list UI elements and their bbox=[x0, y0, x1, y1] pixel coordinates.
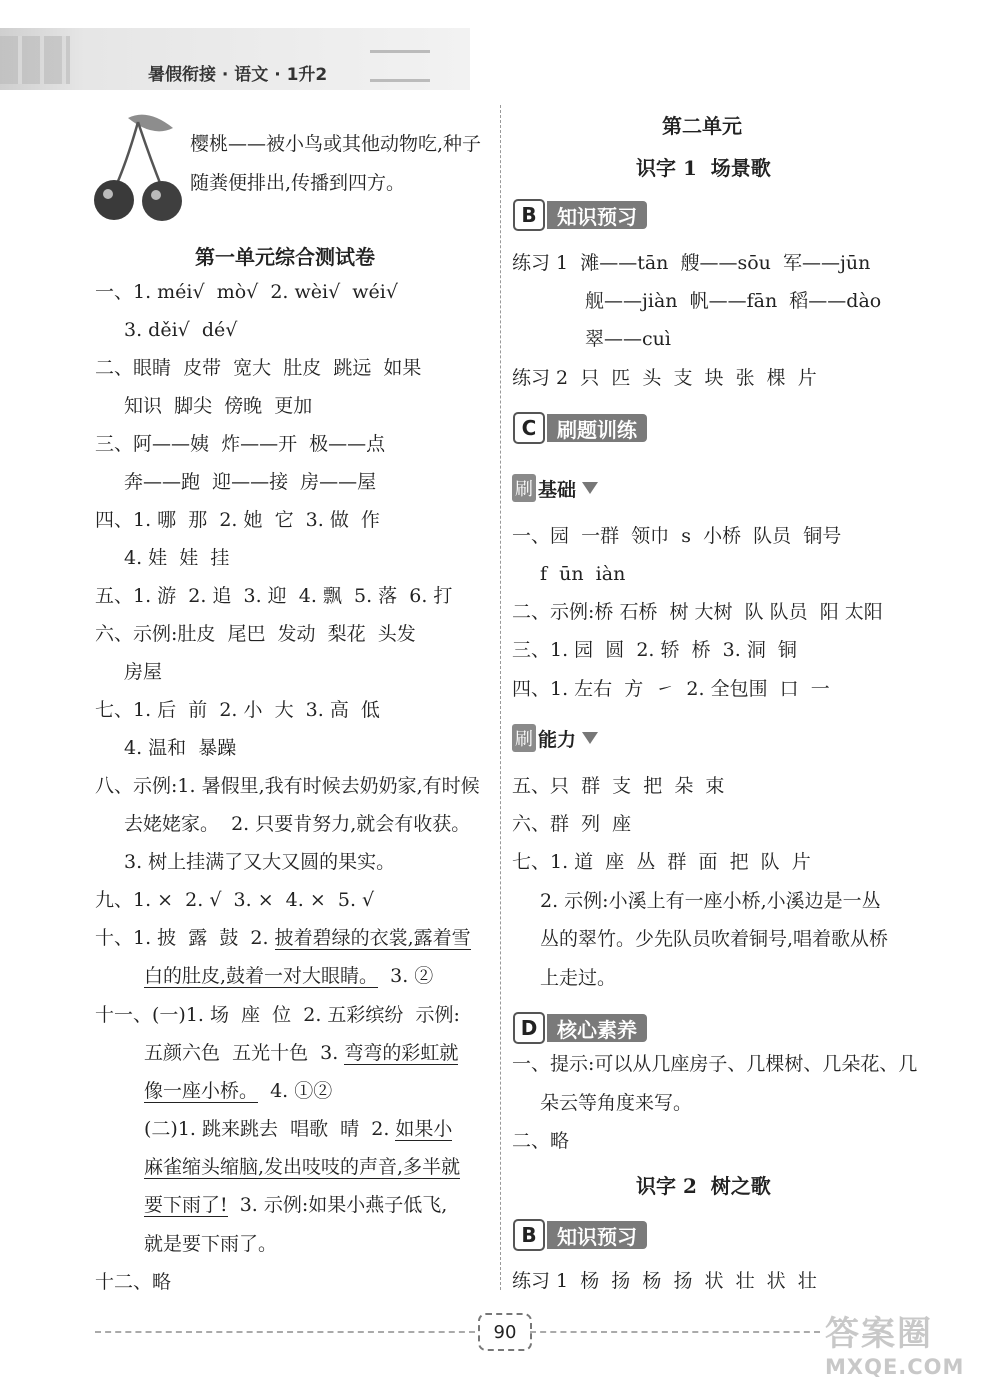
answer-line: 二、眼睛 皮带 宽大 肚皮 跳远 如果 bbox=[95, 357, 422, 379]
footer-divider bbox=[530, 1331, 820, 1333]
answer-line: 2. 示例:小溪上有一座小桥,小溪边是一丛 bbox=[540, 890, 881, 912]
cherry-illustration bbox=[88, 108, 183, 223]
answer-line bbox=[144, 1158, 460, 1177]
answer-line: 七、1. 道 座 丛 群 面 把 队 片 bbox=[512, 851, 811, 873]
answer-line: 房屋 bbox=[124, 661, 163, 683]
answer-line: 三、1. 园 圆 2. 轿 桥 3. 洞 铜 bbox=[512, 639, 797, 661]
section-badge bbox=[513, 200, 647, 230]
badge-label: 知识预习 bbox=[547, 1221, 647, 1249]
answer-line bbox=[144, 1196, 447, 1215]
badge-letter: B bbox=[513, 1219, 545, 1251]
left-section-title: 第一单元综合测试卷 bbox=[195, 245, 375, 269]
answer-line: 练习 2 只 匹 头 支 块 张 棵 片 bbox=[512, 367, 817, 389]
header-ornament bbox=[370, 50, 430, 82]
answer-line: 一、1. méi√ mò√ 2. wèi√ wéi√ bbox=[95, 281, 398, 303]
footer-divider bbox=[95, 1331, 475, 1333]
badge-label: 刷题训练 bbox=[547, 414, 647, 442]
tag-prefix: 刷 bbox=[512, 474, 536, 502]
answer-line: 翠——cuì bbox=[585, 328, 671, 350]
section-badge bbox=[513, 1013, 647, 1043]
answer-line: 十二、略 bbox=[95, 1271, 172, 1293]
header-decoration bbox=[0, 36, 70, 84]
sub-section-tag bbox=[512, 725, 598, 751]
badge-letter: C bbox=[513, 412, 545, 444]
sub-section-tag bbox=[512, 475, 598, 501]
answer-line: 去姥姥家。 2. 只要肯努力,就会有收获。 bbox=[124, 813, 471, 835]
answer-line: 二、略 bbox=[512, 1130, 570, 1152]
answer-line: 丛的翠竹。少先队员吹着铜号,唱着歌从桥 bbox=[540, 928, 889, 950]
answer-line: 二、示例:桥 石桥 树 大树 队 队员 阳 太阳 bbox=[512, 601, 883, 623]
section-badge bbox=[513, 413, 647, 443]
answer-line: 4. 娃 娃 挂 bbox=[124, 547, 230, 569]
underlined-answer: 披着碧绿的衣裳,露着雪 bbox=[274, 927, 471, 949]
answer-text: 五颜六色 五光十色 3. bbox=[144, 1042, 345, 1064]
answer-line: 九、1. × 2. √ 3. × 4. × 5. √ bbox=[95, 889, 375, 911]
answer-line: 就是要下雨了。 bbox=[144, 1233, 278, 1255]
answer-line bbox=[144, 967, 433, 986]
answer-line bbox=[95, 929, 471, 948]
answer-line: 六、示例:肚皮 尾巴 发动 梨花 头发 bbox=[95, 623, 416, 645]
answer-text: 4. ①② bbox=[258, 1080, 333, 1102]
answer-line: 舰——jiàn 帆——fān 稻——dào bbox=[585, 290, 882, 312]
watermark-logo bbox=[825, 1306, 995, 1390]
answer-line: 三、阿——姨 炸——开 极——点 bbox=[95, 433, 386, 455]
answer-line: 上走过。 bbox=[540, 967, 617, 989]
tag-prefix: 刷 bbox=[512, 724, 536, 752]
answer-line: 五、只 群 支 把 朵 束 bbox=[512, 775, 725, 797]
answer-text: 3. ② bbox=[378, 965, 434, 987]
triangle-down-icon bbox=[582, 482, 598, 494]
answer-line: 4. 温和 暴躁 bbox=[124, 737, 237, 759]
answer-line bbox=[144, 1082, 332, 1101]
tag-word: 基础 bbox=[538, 478, 577, 501]
answer-text: (二)1. 跳来跳去 唱歌 晴 2. bbox=[144, 1118, 396, 1140]
intro-line: 随粪便排出,传播到四方。 bbox=[190, 172, 406, 194]
badge-letter: D bbox=[513, 1012, 545, 1044]
answer-line: 八、示例:1. 暑假里,我有时候去奶奶家,有时候 bbox=[95, 775, 480, 797]
tag-word: 能力 bbox=[538, 728, 577, 751]
answer-text: 十、1. 披 露 鼓 2. bbox=[95, 927, 275, 949]
answer-line: 3. děi√ dé√ bbox=[124, 319, 238, 341]
answer-line bbox=[144, 1044, 458, 1063]
answer-line: 一、园 一群 领巾 s 小桥 队员 铜号 bbox=[512, 525, 842, 547]
answer-line: 四、1. 哪 那 2. 她 它 3. 做 作 bbox=[95, 509, 380, 531]
underlined-answer: 像一座小桥。 bbox=[144, 1080, 259, 1102]
underlined-answer: 要下雨了! bbox=[144, 1194, 228, 1216]
underlined-answer: 白的肚皮,鼓着一对大眼睛。 bbox=[144, 965, 379, 987]
answer-line: 知识 脚尖 傍晚 更加 bbox=[124, 395, 313, 417]
watermark-url: MXQE.COM bbox=[825, 1355, 965, 1379]
answer-line: f ūn iàn bbox=[540, 563, 626, 585]
answer-line: 练习 1 滩——tān 艘——sōu 军——jūn bbox=[512, 252, 871, 274]
header-title: 暑假衔接 · 语文 · 1升2 bbox=[148, 65, 328, 85]
answer-line: 朵云等角度来写。 bbox=[540, 1092, 693, 1114]
answer-line bbox=[144, 1120, 452, 1139]
answer-line: 奔——跑 迎——接 房——屋 bbox=[124, 471, 377, 493]
answer-line: 练习 1 杨 扬 杨 扬 状 壮 状 壮 bbox=[512, 1270, 817, 1292]
badge-letter: B bbox=[513, 199, 545, 231]
answer-line: 一、提示:可以从几座房子、几棵树、几朵花、几 bbox=[512, 1053, 918, 1075]
answer-line: 五、1. 游 2. 追 3. 迎 4. 飘 5. 落 6. 打 bbox=[95, 585, 453, 607]
badge-label: 核心素养 bbox=[547, 1014, 647, 1042]
underlined-answer: 弯弯的彩虹就 bbox=[344, 1042, 459, 1064]
lesson-title: 识字 1 场景歌 bbox=[636, 156, 771, 180]
answer-line: 3. 树上挂满了又大又圆的果实。 bbox=[124, 851, 396, 873]
section-badge bbox=[513, 1220, 647, 1250]
underlined-answer: 如果小 bbox=[395, 1118, 453, 1140]
intro-line: 樱桃——被小鸟或其他动物吃,种子 bbox=[190, 133, 482, 155]
answer-line: 六、群 列 座 bbox=[512, 813, 632, 835]
page-number: 90 bbox=[478, 1313, 532, 1351]
unit-title: 第二单元 bbox=[662, 114, 742, 138]
column-divider bbox=[500, 105, 501, 1290]
answer-line: 七、1. 后 前 2. 小 大 3. 高 低 bbox=[95, 699, 380, 721]
watermark-text: 答案圈 bbox=[825, 1314, 933, 1354]
triangle-down-icon bbox=[582, 732, 598, 744]
underlined-answer: 麻雀缩头缩脑,发出吱吱的声音,多半就 bbox=[144, 1156, 461, 1178]
answer-line: 四、1. 左右 方 ㇀ 2. 全包围 口 一 bbox=[512, 678, 830, 700]
badge-label: 知识预习 bbox=[547, 201, 647, 229]
answer-line: 十一、(一)1. 场 座 位 2. 五彩缤纷 示例: bbox=[95, 1004, 460, 1026]
answer-text: 3. 示例:如果小燕子低飞, bbox=[227, 1194, 448, 1216]
lesson-title: 识字 2 树之歌 bbox=[636, 1174, 771, 1198]
